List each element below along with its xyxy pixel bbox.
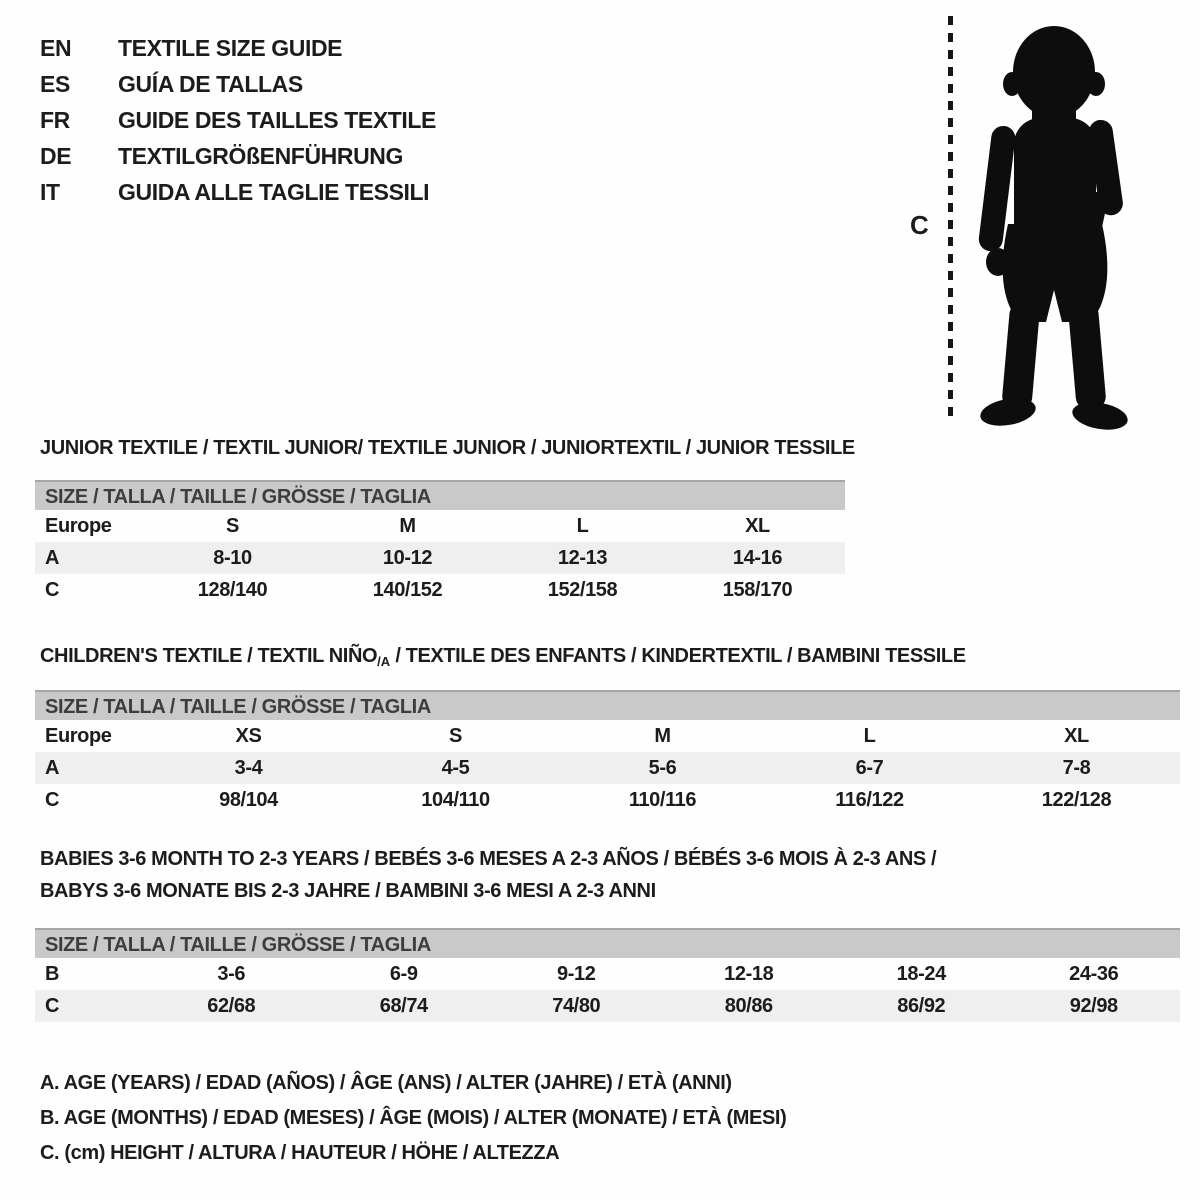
table-cell: 3-6 <box>217 962 246 985</box>
height-measure-label: C <box>910 210 929 240</box>
language-title-list <box>40 30 436 210</box>
table-cell: 86/92 <box>897 994 946 1017</box>
language-code: ES <box>40 71 70 97</box>
table-row <box>35 574 845 606</box>
row-label: Europe <box>45 514 112 537</box>
section-title <box>35 640 1180 674</box>
footnote-line: B. AGE (MONTHS) / EDAD (MESES) / ÂGE (MOIS) / ALTER (MONATE) / ETÀ (MESI) <box>40 1107 787 1129</box>
section-title-line <box>40 640 1180 674</box>
section-title-line <box>40 843 1180 875</box>
table-cell: 8-10 <box>213 546 252 569</box>
section-title-line <box>40 432 855 464</box>
table-row <box>35 784 1180 816</box>
footnote-line: A. AGE (YEARS) / EDAD (AÑOS) / ÂGE (ANS) / ALTER (JAHRE) / ETÀ (ANNI) <box>40 1072 732 1094</box>
table-cell: 12-18 <box>724 962 774 985</box>
row-label: C <box>45 788 60 811</box>
size-table <box>35 690 1180 816</box>
table-cell: 80/86 <box>724 994 773 1017</box>
table-row <box>35 958 1180 990</box>
table-cell: M <box>399 514 416 537</box>
guide-title: GUIDE DES TAILLES TEXTILE <box>118 107 436 133</box>
section-children <box>35 640 1180 816</box>
table-cell: 12-13 <box>557 546 608 569</box>
title-text: / TEXTILE DES ENFANTS / KINDERTEXTIL / BAMBINI TESSILE <box>390 645 966 667</box>
table-cell: 110/116 <box>628 788 697 811</box>
language-row <box>40 30 436 66</box>
language-code: EN <box>40 35 72 61</box>
row-label: C <box>45 578 60 601</box>
language-row <box>40 102 436 138</box>
language-row <box>40 66 436 102</box>
language-code: DE <box>40 143 72 169</box>
table-cell: L <box>863 724 876 747</box>
table-row <box>35 510 845 542</box>
table-cell: 14-16 <box>732 546 783 569</box>
table-cell: 6-7 <box>855 756 884 779</box>
table-row <box>35 990 1180 1022</box>
guide-title: TEXTILGRÖßENFÜHRUNG <box>118 143 403 169</box>
table-cell: 128/140 <box>197 578 268 601</box>
section-junior <box>35 432 855 606</box>
table-cell: S <box>226 514 239 537</box>
table-cell: 6-9 <box>389 962 418 985</box>
figure-area <box>900 12 1180 432</box>
table-cell: S <box>449 724 462 747</box>
table-cell: L <box>576 514 589 537</box>
table-cell: M <box>654 724 671 747</box>
table-cell: XL <box>745 514 770 537</box>
table-row <box>35 720 1180 752</box>
section-title <box>35 432 855 464</box>
footnote-line: C. (cm) HEIGHT / ALTURA / HAUTEUR / HÖHE / ALTEZZA <box>40 1142 560 1164</box>
table-cell: 5-6 <box>648 756 677 779</box>
table-cell: XL <box>1064 724 1089 747</box>
height-measure-dotted-line <box>948 16 953 422</box>
section-babies <box>35 843 1180 1022</box>
size-table <box>35 928 1180 1022</box>
size-table-header: SIZE / TALLA / TAILLE / GRÖSSE / TAGLIA <box>35 928 1180 958</box>
table-cell: 3-4 <box>234 756 263 779</box>
table-row <box>35 752 1180 784</box>
table-cell: 62/68 <box>207 994 256 1017</box>
table-cell: 24-36 <box>1069 962 1119 985</box>
table-cell: 4-5 <box>441 756 470 779</box>
row-label: A <box>45 546 60 569</box>
table-cell: 152/158 <box>547 578 618 601</box>
table-cell: 68/74 <box>379 994 428 1017</box>
guide-title: TEXTILE SIZE GUIDE <box>118 35 343 61</box>
size-table <box>35 480 845 606</box>
table-cell: 98/104 <box>219 788 278 811</box>
table-cell: 74/80 <box>552 994 601 1017</box>
table-cell: 140/152 <box>372 578 443 601</box>
title-text: JUNIOR TEXTILE / TEXTIL JUNIOR/ TEXTILE JUNIOR / JUNIORTEXTIL / JUNIOR TESSILE <box>40 437 855 459</box>
language-code: FR <box>40 107 70 133</box>
table-cell: 10-12 <box>382 546 433 569</box>
guide-title: GUÍA DE TALLAS <box>118 71 303 97</box>
toddler-silhouette-image <box>962 18 1144 430</box>
size-table-header: SIZE / TALLA / TAILLE / GRÖSSE / TAGLIA <box>35 690 1180 720</box>
table-cell: 18-24 <box>896 962 946 985</box>
table-cell: 104/110 <box>421 788 490 811</box>
row-label: C <box>45 994 60 1017</box>
section-title <box>35 843 1180 907</box>
language-row <box>40 138 436 174</box>
footnotes <box>40 1066 786 1171</box>
language-row <box>40 174 436 210</box>
table-cell: 92/98 <box>1069 994 1118 1017</box>
section-title-line <box>40 875 1180 907</box>
title-text: BABYS 3-6 MONATE BIS 2-3 JAHRE / BAMBINI 3-6 MESI A 2-3 ANNI <box>40 880 656 902</box>
table-cell: 7-8 <box>1062 756 1091 779</box>
title-text: BABIES 3-6 MONTH TO 2-3 YEARS / BEBÉS 3-6 MESES A 2-3 AÑOS / BÉBÉS 3-6 MOIS À 2-3 ANS / <box>40 848 937 870</box>
row-label: B <box>45 962 60 985</box>
table-cell: 116/122 <box>835 788 904 811</box>
title-text: /A <box>377 654 391 669</box>
row-label: A <box>45 756 60 779</box>
table-row <box>35 542 845 574</box>
size-table-header: SIZE / TALLA / TAILLE / GRÖSSE / TAGLIA <box>35 480 845 510</box>
language-code: IT <box>40 179 60 205</box>
guide-title: GUIDA ALLE TAGLIE TESSILI <box>118 179 430 205</box>
table-cell: 158/170 <box>722 578 793 601</box>
row-label: Europe <box>45 724 112 747</box>
table-cell: 122/128 <box>1041 788 1112 811</box>
table-cell: XS <box>235 724 262 747</box>
title-text: CHILDREN'S TEXTILE / TEXTIL NIÑO <box>40 645 378 667</box>
table-cell: 9-12 <box>557 962 596 985</box>
